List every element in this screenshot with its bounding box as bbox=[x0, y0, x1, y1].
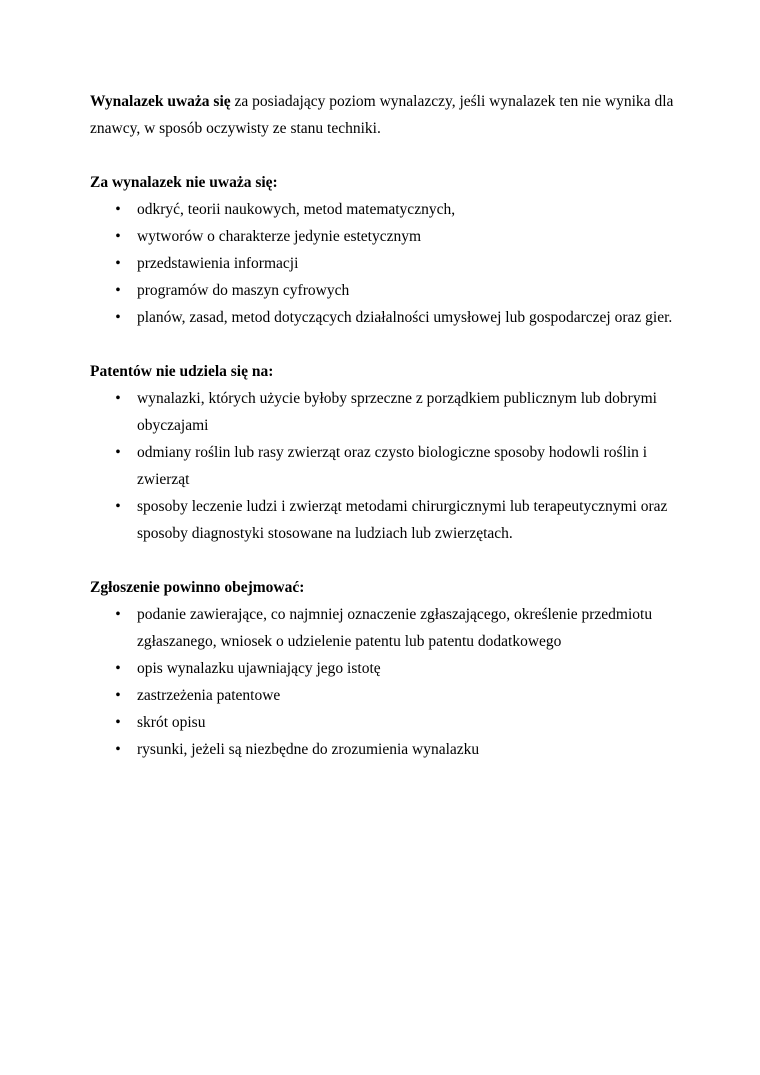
list-item-text: podanie zawierające, co najmniej oznaczenie zgłaszającego, określenie przedmiotu bbox=[137, 606, 653, 623]
list-item bbox=[90, 196, 690, 223]
bullet-icon: • bbox=[115, 444, 121, 461]
bullet-icon: • bbox=[115, 255, 121, 272]
intro-bold-term: Wynalazek uważa się bbox=[90, 93, 231, 110]
list-item bbox=[90, 277, 690, 304]
bullet-icon: • bbox=[115, 714, 121, 731]
intro-text-line1: za posiadający poziom wynalazczy, jeśli wynalazek ten nie wynika dla bbox=[230, 93, 674, 110]
bullet-icon: • bbox=[115, 687, 121, 704]
section2-list bbox=[90, 385, 690, 547]
list-item bbox=[90, 493, 690, 547]
bullet-icon: • bbox=[115, 390, 121, 407]
list-item bbox=[90, 655, 690, 682]
section1-heading: Za wynalazek nie uważa się: bbox=[90, 174, 278, 191]
list-item-text-cont: obyczajami bbox=[137, 417, 209, 434]
bullet-icon: • bbox=[115, 741, 121, 758]
list-item-text: wynalazki, których użycie byłoby sprzeczne z porządkiem publicznym lub dobrymi bbox=[137, 390, 657, 407]
list-item bbox=[90, 709, 690, 736]
spacer bbox=[90, 331, 690, 358]
list-item-text: odkryć, teorii naukowych, metod matematycznych, bbox=[137, 201, 456, 218]
list-item bbox=[90, 736, 690, 763]
list-item-text: programów do maszyn cyfrowych bbox=[137, 282, 350, 299]
list-item-text: rysunki, jeżeli są niezbędne do zrozumienia wynalazku bbox=[137, 741, 480, 758]
document-content bbox=[90, 88, 690, 763]
list-item bbox=[90, 250, 690, 277]
section1-list bbox=[90, 196, 690, 331]
bullet-icon: • bbox=[115, 228, 121, 245]
list-item-text-cont: zwierząt bbox=[137, 471, 190, 488]
bullet-icon: • bbox=[115, 660, 121, 677]
section3-heading: Zgłoszenie powinno obejmować: bbox=[90, 579, 305, 596]
list-item bbox=[90, 223, 690, 250]
bullet-icon: • bbox=[115, 606, 121, 623]
list-item-text: odmiany roślin lub rasy zwierząt oraz czysto biologiczne sposoby hodowli roślin i bbox=[137, 444, 648, 461]
section2-heading: Patentów nie udziela się na: bbox=[90, 363, 274, 380]
list-item-text: opis wynalazku ujawniający jego istotę bbox=[137, 660, 381, 677]
list-item bbox=[90, 439, 690, 493]
list-item-text: skrót opisu bbox=[137, 714, 206, 731]
intro-paragraph bbox=[90, 88, 690, 142]
bullet-icon: • bbox=[115, 309, 121, 326]
list-item bbox=[90, 304, 690, 331]
bullet-icon: • bbox=[115, 498, 121, 515]
list-item-text: sposoby leczenie ludzi i zwierząt metodami chirurgicznymi lub terapeutycznymi oraz bbox=[137, 498, 668, 515]
section3-list bbox=[90, 601, 690, 763]
spacer bbox=[90, 142, 690, 169]
list-item bbox=[90, 385, 690, 439]
spacer bbox=[90, 547, 690, 574]
list-item-text: planów, zasad, metod dotyczących działalności umysłowej lub gospodarczej oraz gier. bbox=[137, 309, 673, 326]
intro-text-line2: znawcy, w sposób oczywisty ze stanu techniki. bbox=[90, 120, 381, 137]
list-item-text: wytworów o charakterze jedynie estetycznym bbox=[137, 228, 422, 245]
list-item-text: przedstawienia informacji bbox=[137, 255, 299, 272]
list-item bbox=[90, 682, 690, 709]
list-item-text-cont: zgłaszanego, wniosek o udzielenie patentu lub patentu dodatkowego bbox=[137, 633, 562, 650]
list-item-text: zastrzeżenia patentowe bbox=[137, 687, 281, 704]
list-item-text-cont: sposoby diagnostyki stosowane na ludziach lub zwierzętach. bbox=[137, 525, 513, 542]
list-item bbox=[90, 601, 690, 655]
bullet-icon: • bbox=[115, 201, 121, 218]
bullet-icon: • bbox=[115, 282, 121, 299]
